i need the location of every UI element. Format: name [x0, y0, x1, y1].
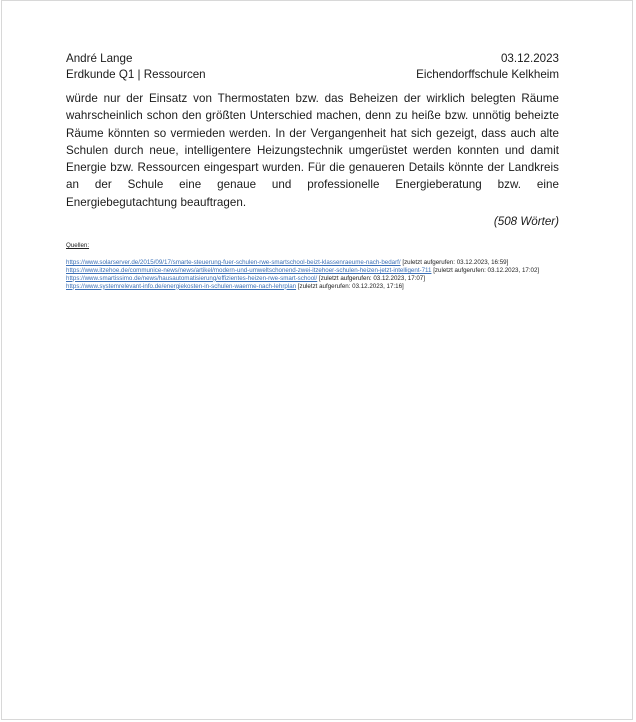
source-access-date: [zuletzt aufgerufen: 03.12.2023, 17:16] — [296, 282, 404, 290]
source-link[interactable]: https://www.solarserver.de/2015/09/17/smarte-steuerung-fuer-schulen-rwe-smartschool-beizt-klassenraeume-nach-bedarf/ — [66, 258, 401, 266]
source-item — [66, 275, 561, 283]
sources-section — [66, 242, 561, 291]
sources-title: Quellen: — [66, 242, 90, 249]
source-item — [66, 267, 561, 275]
header-row-2 — [66, 67, 559, 83]
source-access-date: [zuletzt aufgerufen: 03.12.2023, 17:07] — [317, 274, 425, 282]
header-row-1 — [66, 51, 559, 67]
school-name: Eichendorffschule Kelkheim — [416, 67, 559, 81]
page-header — [66, 51, 559, 82]
source-link[interactable]: https://www.systemrelevant-info.de/energiekosten-in-schulen-waerme-nach-lehrplan — [66, 282, 297, 290]
body-paragraph: würde nur der Einsatz von Thermostaten bzw. das Beheizen der wirklich belegten Räume wahrscheinlich schon den größten Unterschied machen, denn zu heiße bzw. unnötig beheizte Räume könnten so vermieden werden. In der Vergangenheit hat sich gezeigt, dass auch alte Schulen durch neue, intelligentere Heizungstechnik umgerüstet werden konnten und damit Energie bzw. Ressourcen eingespart wurden. Für die genaueren Details könnte der Landkreis an der Schule eine genaue und professionelle Energieberatung bzw. eine Energiebegutachtung beauftragen. — [66, 92, 559, 209]
source-link[interactable]: https://www.smartissimo.de/news/hausautomatisierung/effizientes-heizen-rwe-smart-school/ — [66, 274, 318, 282]
course-label: Erdkunde Q1 | Ressourcen — [66, 67, 206, 81]
author-name: André Lange — [66, 52, 133, 65]
source-link[interactable]: https://www.itzehoe.de/communice-news/news/artikel/modern-und-umweltschonend-zwei-itzehoer-schulen-heizen-jetzt-intelligent-711 — [66, 266, 432, 274]
source-item — [66, 259, 561, 267]
source-access-date: [zuletzt aufgerufen: 03.12.2023, 17:02] — [431, 266, 540, 274]
source-item — [66, 283, 561, 291]
document-date: 03.12.2023 — [500, 52, 559, 65]
word-count: (508 Wörter) — [493, 215, 559, 228]
source-access-date: [zuletzt aufgerufen: 03.12.2023, 16:59] — [400, 258, 509, 266]
